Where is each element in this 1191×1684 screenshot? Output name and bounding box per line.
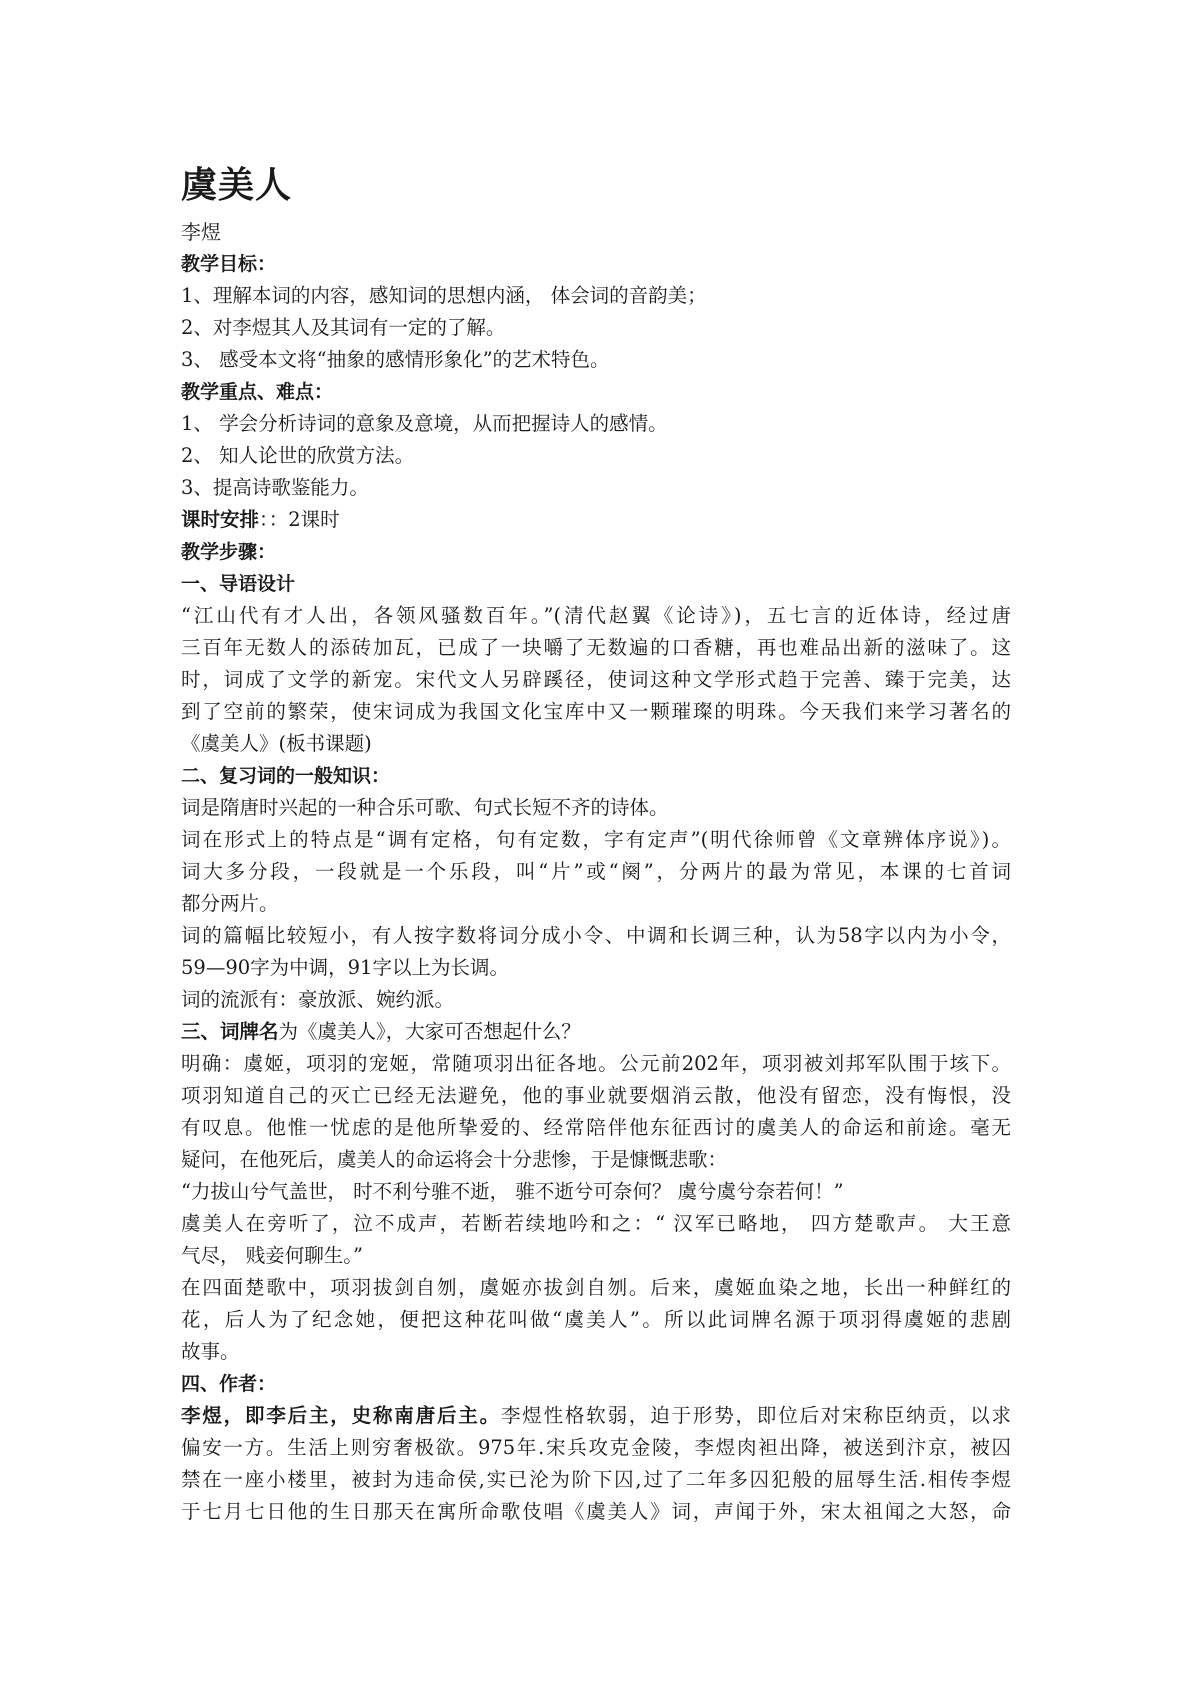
paragraph-line: 词在形式上的特点是“调有定格，句有定数，字有定声”(明代徐师曾《文章辨体序说》)。 (181, 828, 1011, 851)
document-page (181, 160, 1011, 1528)
section2-heading: 二、复习词的一般知识： (181, 765, 391, 787)
schedule-line (181, 504, 1011, 536)
paragraph-line: 花，后人为了纪念她，便把这种花叫做“虞美人”。所以此词牌名源于项羽得虞姬的悲剧 (181, 1308, 1011, 1331)
section3-heading-bold: 三、词牌名 (181, 1020, 279, 1043)
keypoints-heading: 教学重点、难点： (181, 381, 334, 403)
poem-line: “力拔山兮气盖世， 时不利兮骓不逝， 骓不逝兮可奈何？ 虞兮虞兮奈若何！” (181, 1180, 844, 1203)
goal-item: 1、理解本词的内容，感知词的思想内涵， 体会词的音韵美； (181, 284, 707, 307)
paragraph-line: 词的流派有：豪放派、婉约派。 (181, 988, 455, 1011)
paragraph-line: 《虞美人》(板书课题) (181, 732, 372, 755)
paragraph-line: 三百年无数人的添砖加瓦，已成了一块嚼了无数遍的口香糖，再也难品出新的滋味了。这 (181, 636, 1011, 659)
keypoint-item: 1、 学会分析诗词的意象及意境，从而把握诗人的感情。 (181, 412, 668, 435)
paragraph-line: 于七月七日他的生日那天在寓所命歌伎唱《虞美人》词，声闻于外，宋太祖闻之大怒，命 (181, 1500, 1011, 1523)
paragraph-line: 偏安一方。生活上则穷奢极欲。975年.宋兵攻克金陵，李煜肉袒出降，被送到汴京，被囚 (181, 1436, 1011, 1459)
section3-heading-rest: 为《虞美人》，大家可否想起什么？ (278, 1020, 581, 1043)
paragraph-line: 项羽知道自己的灭亡已经无法避免，他的事业就要烟消云散，他没有留恋，没有悔恨，没 (181, 1084, 1011, 1107)
paragraph-line: 都分两片。 (181, 892, 279, 915)
paragraph-line: 故事。 (181, 1340, 240, 1363)
steps-heading: 教学步骤： (181, 541, 277, 563)
paragraph-line: 明确：虞姬，项羽的宠姬，常随项羽出征各地。公元前202年，项羽被刘邦军队围于垓下。 (181, 1052, 1011, 1075)
section4-heading: 四、作者： (181, 1373, 277, 1395)
goal-item: 3、 感受本文将“抽象的感情形象化”的艺术特色。 (181, 348, 610, 371)
paragraph-line: 59—90字为中调，91字以上为长调。 (181, 956, 509, 979)
paragraph-line: 到了空前的繁荣，使宋词成为我国文化宝库中又一颗璀璨的明珠。今天我们来学习著名的 (181, 700, 1011, 723)
paragraph-line: 疑问，在他死后，虞美人的命运将会十分悲惨，于是慷慨悲歌： (181, 1148, 728, 1171)
goals-heading: 教学目标： (181, 253, 277, 275)
goal-item: 2、对李煜其人及其词有一定的了解。 (181, 316, 506, 339)
author-name: 李煜 (181, 220, 221, 244)
keypoint-item: 2、 知人论世的欣赏方法。 (181, 444, 415, 467)
keypoint-item: 3、提高诗歌鉴能力。 (181, 476, 369, 499)
paragraph-line (181, 1400, 1011, 1432)
author-intro-rest: 李煜性格软弱，迫于形势，即位后对宋称臣纳贡，以求 (500, 1404, 1011, 1427)
section3-heading (181, 1016, 1011, 1048)
paragraph-line: 气尽， 贱妾何聊生。” (181, 1244, 363, 1267)
paragraph-line: 词大多分段，一段就是一个乐段，叫“片”或“阕”，分两片的最为常见，本课的七首词 (181, 860, 1011, 883)
paragraph-line: 在四面楚歌中，项羽拔剑自刎，虞姬亦拔剑自刎。后来，虞姬血染之地，长出一种鲜红的 (181, 1276, 1011, 1299)
paragraph-line: “江山代有才人出，各领风骚数百年。”(清代赵翼《论诗》)，五七言的近体诗，经过唐 (181, 604, 1011, 627)
paragraph-line: 时，词成了文学的新宠。宋代文人另辟蹊径，使词这种文学形式趋于完善、臻于完美，达 (181, 668, 1011, 691)
paragraph-line: 词是隋唐时兴起的一种合乐可歌、句式长短不齐的诗体。 (181, 796, 669, 819)
schedule-label: 课时安排 (181, 508, 260, 531)
paragraph-line: 词的篇幅比较短小，有人按字数将词分成小令、中调和长调三种，认为58字以内为小令， (181, 924, 1011, 947)
paragraph-line: 有叹息。他惟一忧虑的是他所挚爱的、经常陪伴他东征西讨的虞美人的命运和前途。毫无 (181, 1116, 1011, 1139)
page-title: 虞美人 (181, 165, 293, 206)
paragraph-line: 禁在一座小楼里，被封为违命侯,实已沦为阶下囚,过了二年多囚犯般的屈辱生活.相传李煜 (181, 1468, 1011, 1491)
author-intro-bold: 李煜，即李后主，史称南唐后主。 (181, 1404, 501, 1427)
schedule-value: ：：2课时 (259, 508, 340, 531)
paragraph-line: 虞美人在旁听了，泣不成声，若断若续地吟和之：“ 汉军已略地， 四方楚歌声。 大王意 (181, 1212, 1011, 1235)
section1-heading: 一、导语设计 (181, 573, 296, 595)
